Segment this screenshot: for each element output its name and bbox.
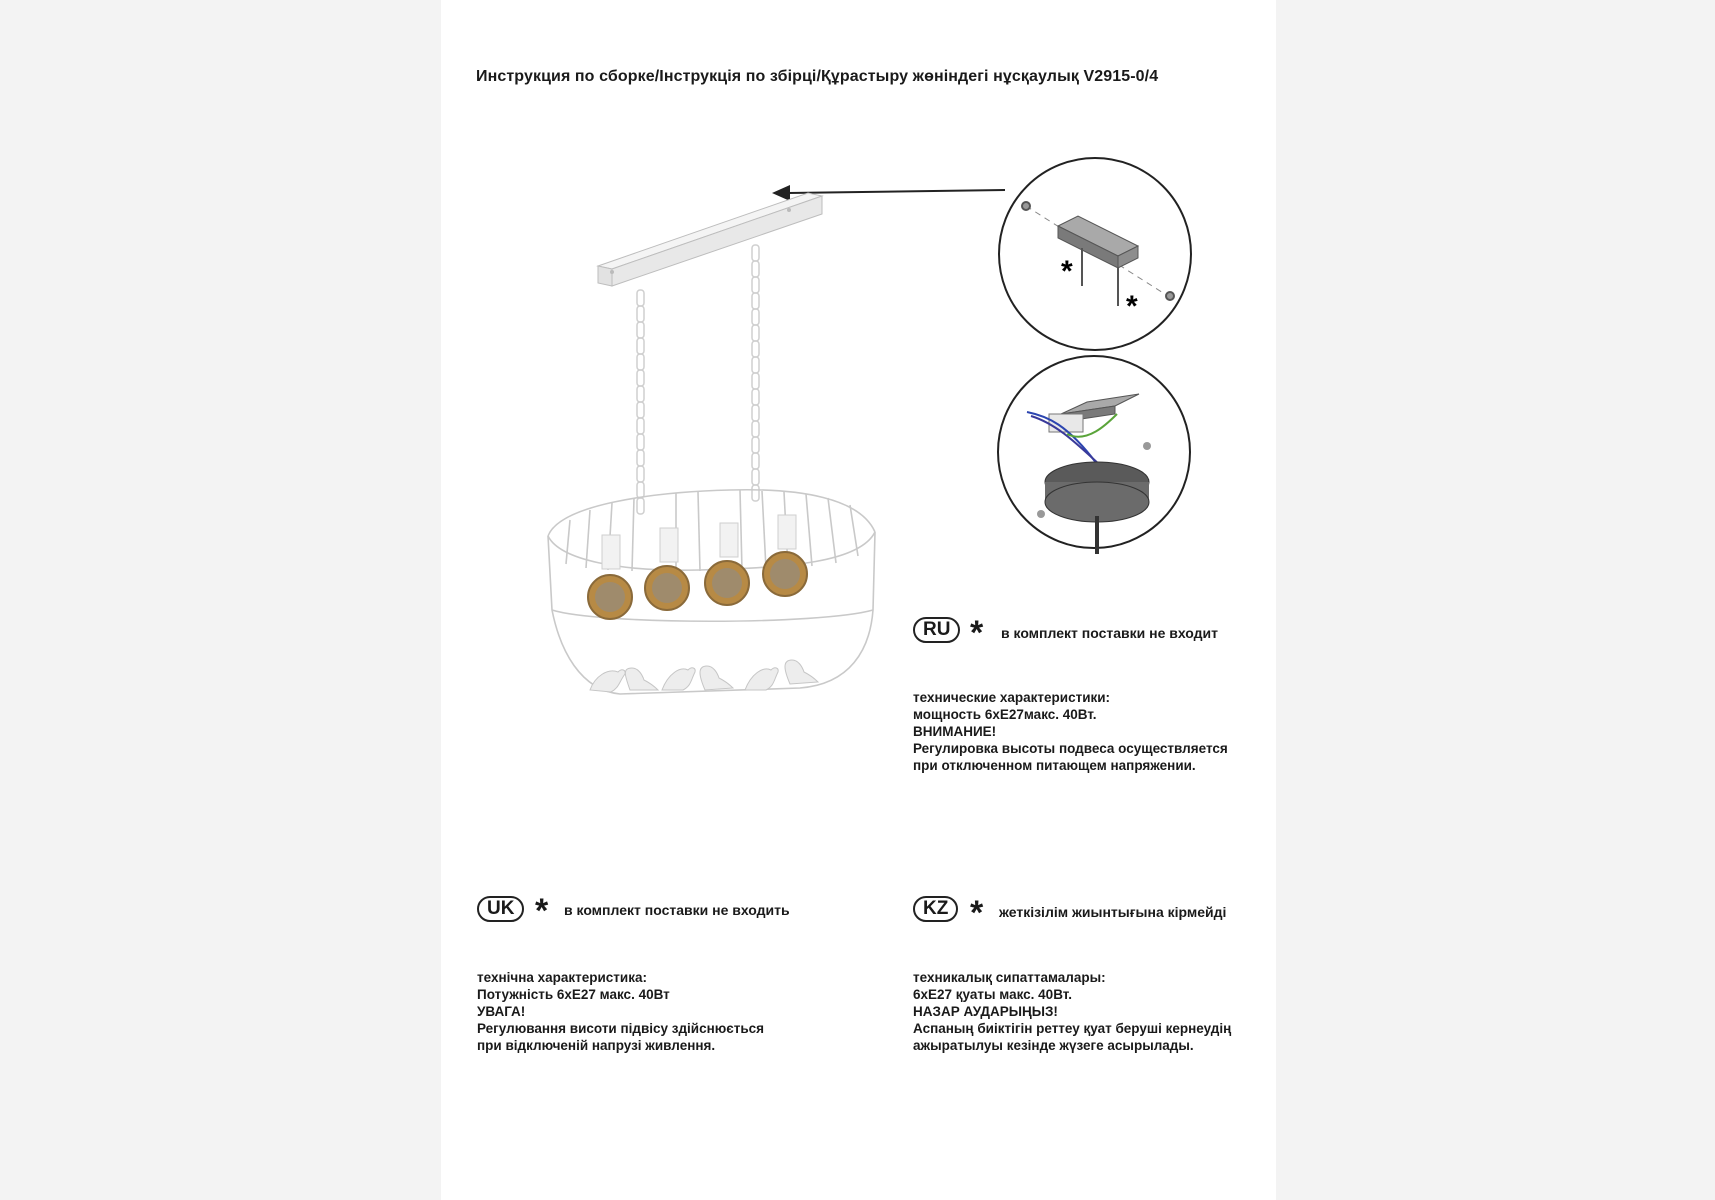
kz-specs-heading: техникалық сипаттамалары: bbox=[913, 970, 1106, 985]
ru-specs-heading: технические характеристики: bbox=[913, 690, 1111, 705]
lang-badge-uk: UK bbox=[477, 896, 524, 922]
wiring-detail bbox=[997, 354, 1197, 554]
asterisk-icon: * bbox=[970, 894, 984, 932]
kz-warning-heading: НАЗАР АУДАРЫҢЫЗ! bbox=[913, 1004, 1058, 1019]
kz-warning-line2: ажыратылуы кезінде жүзеге асырылады. bbox=[913, 1038, 1194, 1053]
kz-power: 6хЕ27 қуаты макс. 40Вт. bbox=[913, 987, 1072, 1002]
uk-power: Потужність 6хЕ27 макс. 40Вт bbox=[477, 987, 670, 1002]
asterisk-icon: * bbox=[970, 614, 984, 652]
uk-not-included: в комплект поставки не входить bbox=[564, 902, 790, 918]
svg-text:*: * bbox=[1126, 290, 1138, 323]
ru-warning-heading: ВНИМАНИЕ! bbox=[913, 724, 997, 739]
lang-badge-kz: KZ bbox=[913, 896, 958, 922]
document-title: Инструкция по сборке/Інструкція по збірці/Құрастыру жөніндегі нұсқаулық V2915-0/4 bbox=[476, 68, 1159, 85]
uk-warning-heading: УВАГА! bbox=[477, 1004, 526, 1019]
asterisk-icon: * bbox=[535, 892, 549, 930]
ru-warning-line2: при отключенном питающем напряжении. bbox=[913, 758, 1196, 773]
lang-badge-ru: RU bbox=[913, 617, 960, 643]
mounting-bracket-detail bbox=[998, 156, 1198, 356]
ru-not-included: в комплект поставки не входит bbox=[1001, 625, 1218, 641]
uk-warning-line2: при відключеній напрузі живлення. bbox=[477, 1038, 716, 1053]
ru-specs bbox=[913, 689, 1228, 774]
kz-warning-line1: Аспаның биіктігін реттеу қуат беруші кернеудің bbox=[913, 1021, 1232, 1036]
svg-text:*: * bbox=[1061, 255, 1073, 288]
kz-specs bbox=[913, 969, 1231, 1054]
kz-not-included: жеткізілім жиынтығына кірмейді bbox=[999, 904, 1227, 920]
ru-warning-line1: Регулировка высоты подвеса осуществляется bbox=[913, 741, 1228, 756]
ru-power: мощность 6хЕ27макс. 40Вт. bbox=[913, 707, 1097, 722]
uk-specs bbox=[477, 969, 764, 1054]
uk-specs-heading: технічна характеристика: bbox=[477, 970, 647, 985]
uk-warning-line1: Регулювання висоти підвісу здійснюється bbox=[477, 1021, 765, 1036]
